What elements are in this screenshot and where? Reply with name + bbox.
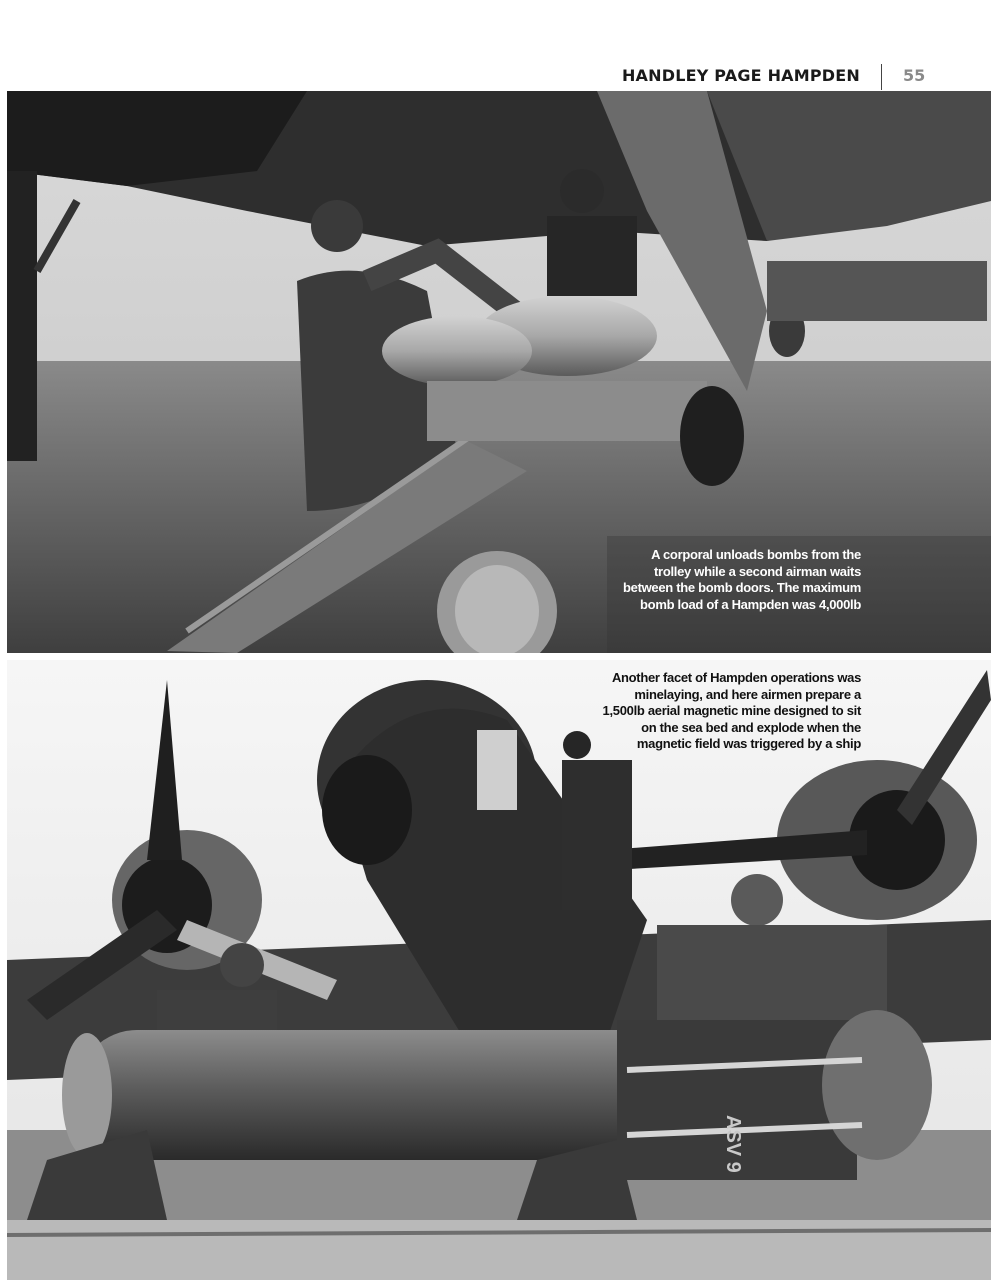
photo-caption-mine-preparation (581, 670, 861, 753)
photo-mine-preparation (7, 660, 991, 1280)
caption-line: bomb load of a Hampden was 4,000lb (640, 596, 861, 612)
mine-markings: ASV 9 (722, 1115, 744, 1173)
caption-line: 1,500lb aerial magnetic mine designed to sit (602, 703, 861, 718)
caption-line: on the sea bed and explode when the (641, 719, 861, 735)
running-head (0, 62, 991, 92)
photo-caption-bomb-loading (601, 547, 861, 613)
caption-line: trolley while a second airman waits (654, 563, 861, 579)
caption-line: Another facet of Hampden operations was (611, 670, 861, 685)
photo-mine-preparation-image (7, 660, 991, 1280)
caption-line: between the bomb doors. The maximum (623, 580, 861, 595)
caption-line: minelaying, and here airmen prepare a (634, 686, 861, 702)
page-number: 55 (903, 66, 926, 85)
running-head-title: HANDLEY PAGE HAMPDEN (621, 66, 860, 85)
running-head-divider (881, 64, 882, 90)
caption-line: magnetic field was triggered by a ship (636, 736, 861, 751)
caption-line: A corporal unloads bombs from the (651, 547, 861, 562)
